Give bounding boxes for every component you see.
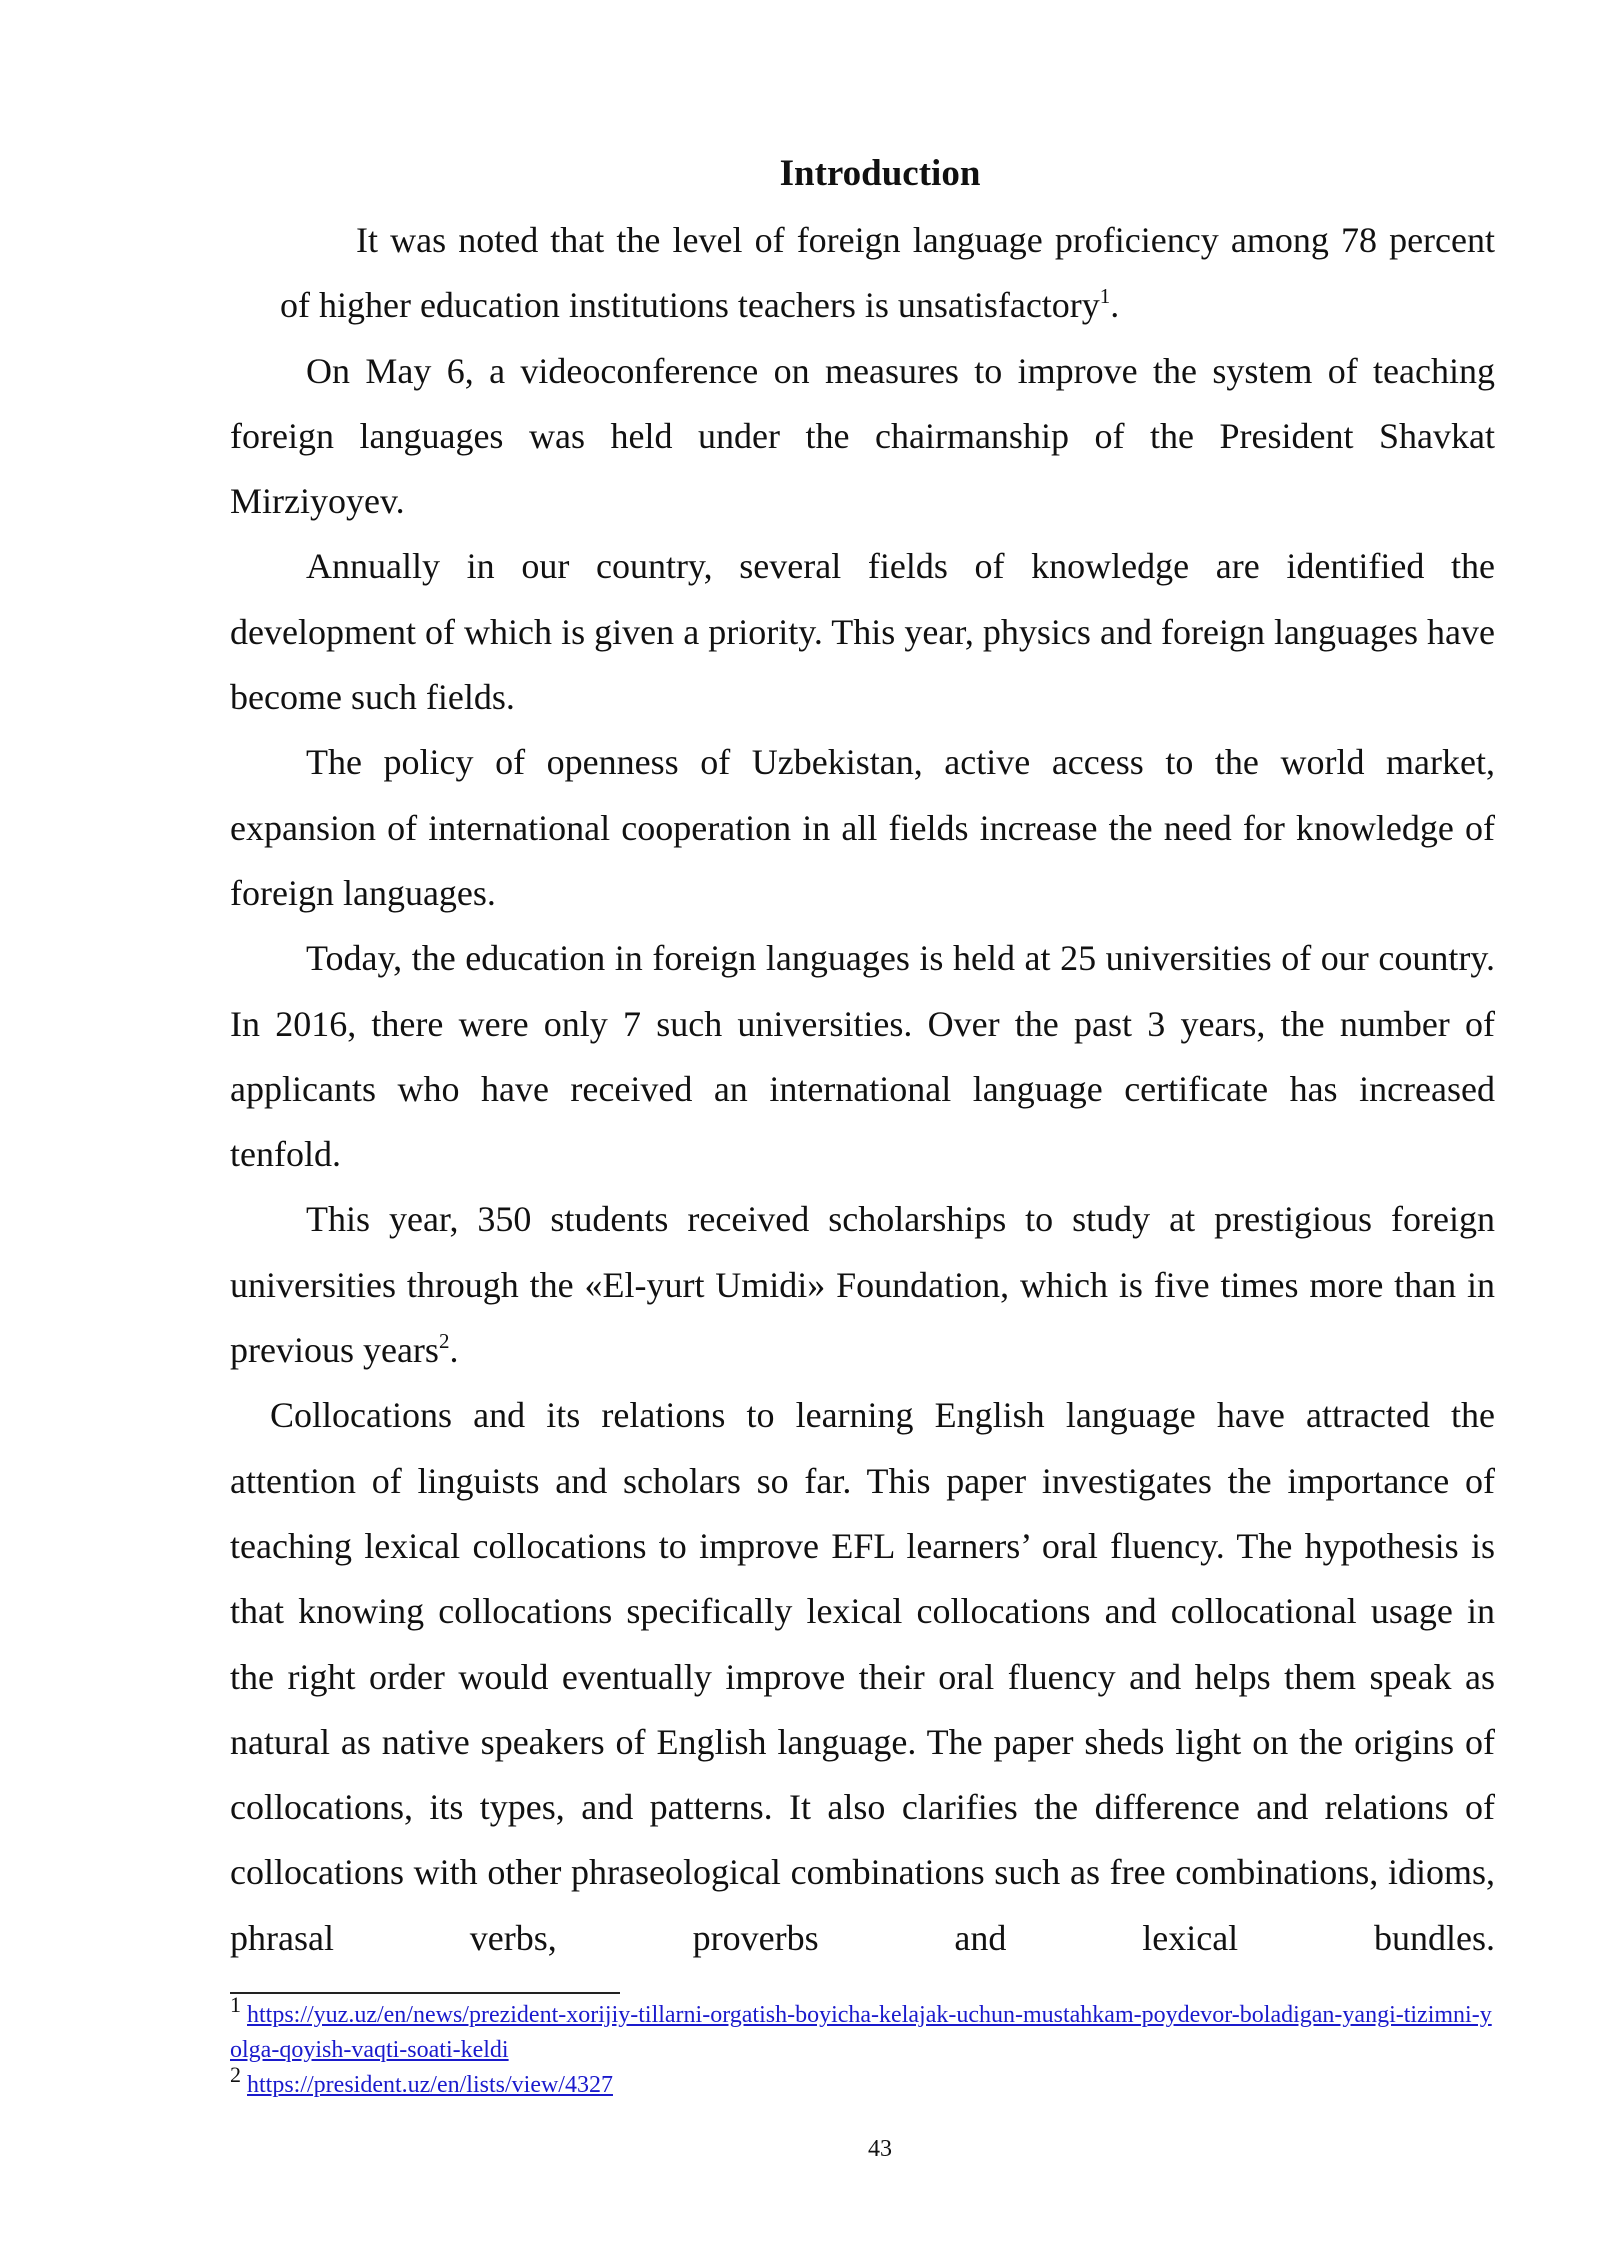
footnote-2: 2 https://president.uz/en/lists/view/4327 [230,2062,613,2098]
paragraph-2: On May 6, a videoconference on measures to improve the system of teaching foreign languages was held under the chairmanship of the President Shavkat Mirziyoyev. [230,350,1495,522]
footnotes [230,1992,1495,2103]
paragraph-6 [230,1187,1495,1383]
footnote-divider [230,1992,620,1994]
page-number: 43 [868,2136,892,2162]
paragraph-3: Annually in our country, several fields of knowledge are identified the development of which is given a priority. This year, physics and foreign languages have become such fields. [230,546,1495,718]
paragraph-5: Today, the education in foreign languages is held at 25 universities of our country. In 2016, there were only 7 such universities. Over the past 3 years, the number of applicants who have received an international language certificate has increased tenfold. [230,938,1495,1175]
paragraph-1 [230,208,1495,339]
footnote-2-link[interactable]: https://president.uz/en/lists/view/4327 [247,2072,613,2098]
page-title: Introduction [779,153,981,194]
body-text [230,208,1495,1971]
footnote-ref-1[interactable]: 1 [1099,284,1111,309]
footnote-1: 1 https://yuz.uz/en/news/prezident-xorijiy-tillarni-orgatish-boyicha-kelajak-uchun-mustahkam-poydevor-boladigan-yangi-tizimni-yolga-qoyish-vaqti-soati-keldi [230,1992,1492,2063]
footnote-1-link[interactable]: https://yuz.uz/en/news/prezident-xorijiy-tillarni-orgatish-boyicha-kelajak-uchun-mustahkam-poydevor-boladigan-yangi-tizimni-yolga-qoyish-vaqti-soati-keldi [230,2002,1492,2063]
footnote-ref-2[interactable]: 2 [438,1329,450,1354]
paragraph-1-text: It was noted that the level of foreign language proficiency among 78 percent of higher education institutions teachers is unsatisfactory [280,220,1495,326]
paragraph-6-tail: . [449,1330,459,1371]
paragraph-6-text: This year, 350 students received scholarships to study at prestigious foreign universities through the «El-yurt Umidi» Foundation, which is five times more than in previous years [230,1199,1495,1371]
paragraph-1-tail: . [1110,285,1120,326]
paragraph-7: Collocations and its relations to learning English language have attracted the attention of linguists and scholars so far. This paper investigates the importance of teaching lexical collocations to improve EFL learners’ oral fluency. The hypothesis is that knowing collocations specifically lexical collocations and collocational usage in the right order would eventually improve their oral fluency and helps them speak as natural as native speakers of English language. The paper sheds light on the origins of collocations, its types, and patterns. It also clarifies the difference and relations of collocations with other phraseological combinations such as free combinations, idioms, phrasal verbs, proverbs and lexical bundles. [230,1395,1495,1958]
paragraph-4: The policy of openness of Uzbekistan, active access to the world market, expansion of international cooperation in all fields increase the need for knowledge of foreign languages. [230,742,1495,913]
